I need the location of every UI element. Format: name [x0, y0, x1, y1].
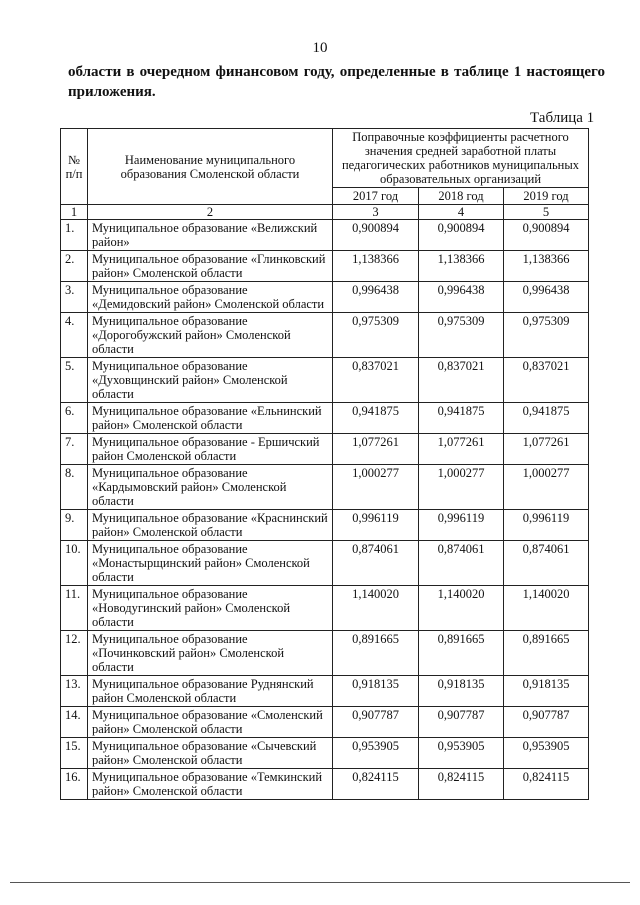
coefficient-2017: 0,996438 — [333, 282, 419, 313]
coefficient-2018: 1,077261 — [419, 434, 504, 465]
coefficient-2019: 0,975309 — [504, 313, 589, 358]
coefficient-2017: 0,824115 — [333, 769, 419, 800]
row-number: 15. — [61, 738, 88, 769]
coefficient-2019: 1,138366 — [504, 251, 589, 282]
header-year-2018: 2018 год — [419, 188, 504, 205]
table-row — [61, 631, 589, 676]
row-number: 5. — [61, 358, 88, 403]
coefficient-2018: 0,953905 — [419, 738, 504, 769]
coefficient-2017: 1,140020 — [333, 586, 419, 631]
column-index: 1 — [61, 205, 88, 220]
coefficients-table — [60, 128, 589, 800]
header-year-2017: 2017 год — [333, 188, 419, 205]
table-row — [61, 676, 589, 707]
table-row — [61, 313, 589, 358]
coefficient-2019: 0,996119 — [504, 510, 589, 541]
header-name: Наименование муниципального образования Смоленской области — [88, 129, 333, 205]
coefficient-2017: 0,975309 — [333, 313, 419, 358]
coefficient-2019: 1,000277 — [504, 465, 589, 510]
intro-paragraph: области в очередном финансовом году, определенные в таблице 1 настоящего приложения. — [68, 64, 605, 100]
coefficient-2019: 0,907787 — [504, 707, 589, 738]
coefficient-2017: 0,900894 — [333, 220, 419, 251]
municipality-name: Муниципальное образование «Сычевский район» Смоленской области — [88, 738, 333, 769]
table-row — [61, 434, 589, 465]
row-number: 16. — [61, 769, 88, 800]
coefficient-2018: 0,975309 — [419, 313, 504, 358]
row-number: 10. — [61, 541, 88, 586]
coefficient-2018: 0,824115 — [419, 769, 504, 800]
row-number: 13. — [61, 676, 88, 707]
coefficient-2019: 0,941875 — [504, 403, 589, 434]
row-number: 11. — [61, 586, 88, 631]
coefficient-2018: 0,900894 — [419, 220, 504, 251]
coefficient-2018: 0,996438 — [419, 282, 504, 313]
table-row — [61, 541, 589, 586]
coefficient-2019: 0,918135 — [504, 676, 589, 707]
coefficient-2018: 0,996119 — [419, 510, 504, 541]
table-row — [61, 769, 589, 800]
coefficient-2017: 0,953905 — [333, 738, 419, 769]
coefficient-2017: 0,996119 — [333, 510, 419, 541]
municipality-name: Муниципальное образование «Краснинский район» Смоленской области — [88, 510, 333, 541]
coefficient-2017: 0,891665 — [333, 631, 419, 676]
table-row — [61, 707, 589, 738]
municipality-name: Муниципальное образование «Ельнинский район» Смоленской области — [88, 403, 333, 434]
row-number: 12. — [61, 631, 88, 676]
coefficient-2019: 0,891665 — [504, 631, 589, 676]
coefficient-2019: 1,077261 — [504, 434, 589, 465]
coefficient-2018: 0,907787 — [419, 707, 504, 738]
municipality-name: Муниципальное образование - Ершичский район Смоленской области — [88, 434, 333, 465]
coefficient-2017: 0,941875 — [333, 403, 419, 434]
coefficient-2019: 0,824115 — [504, 769, 589, 800]
table-body — [61, 220, 589, 800]
row-number: 8. — [61, 465, 88, 510]
coefficient-2018: 1,000277 — [419, 465, 504, 510]
table-row — [61, 465, 589, 510]
row-number: 9. — [61, 510, 88, 541]
coefficient-2019: 0,874061 — [504, 541, 589, 586]
header-year-2019: 2019 год — [504, 188, 589, 205]
table-row — [61, 738, 589, 769]
municipality-name: Муниципальное образование «Дорогобужский район» Смоленской области — [88, 313, 333, 358]
table-row — [61, 510, 589, 541]
row-number: 1. — [61, 220, 88, 251]
coefficient-2018: 0,874061 — [419, 541, 504, 586]
municipality-name: Муниципальное образование Руднянский район Смоленской области — [88, 676, 333, 707]
coefficient-2018: 0,918135 — [419, 676, 504, 707]
coefficient-2017: 0,874061 — [333, 541, 419, 586]
coefficient-2019: 0,837021 — [504, 358, 589, 403]
row-number: 6. — [61, 403, 88, 434]
table-row — [61, 358, 589, 403]
column-index: 4 — [419, 205, 504, 220]
table-row — [61, 282, 589, 313]
municipality-name: Муниципальное образование «Починковский район» Смоленской области — [88, 631, 333, 676]
row-number: 7. — [61, 434, 88, 465]
coefficient-2019: 0,996438 — [504, 282, 589, 313]
municipality-name: Муниципальное образование «Демидовский район» Смоленской области — [88, 282, 333, 313]
header-coefficients: Поправочные коэффициенты расчетного значения средней заработной платы педагогических работников муниципальных образовательных организаций — [333, 129, 589, 188]
municipality-name: Муниципальное образование «Велижский район» — [88, 220, 333, 251]
row-number: 3. — [61, 282, 88, 313]
table-row — [61, 586, 589, 631]
coefficient-2017: 1,077261 — [333, 434, 419, 465]
coefficient-2017: 0,907787 — [333, 707, 419, 738]
municipality-name: Муниципальное образование «Кардымовский район» Смоленской области — [88, 465, 333, 510]
table-row — [61, 403, 589, 434]
municipality-name: Муниципальное образование «Глинковский район» Смоленской области — [88, 251, 333, 282]
coefficient-2017: 0,918135 — [333, 676, 419, 707]
coefficient-2018: 0,837021 — [419, 358, 504, 403]
row-number: 14. — [61, 707, 88, 738]
column-index: 2 — [88, 205, 333, 220]
coefficient-2019: 0,953905 — [504, 738, 589, 769]
municipality-name: Муниципальное образование «Темкинский район» Смоленской области — [88, 769, 333, 800]
coefficient-2018: 0,941875 — [419, 403, 504, 434]
column-index: 3 — [333, 205, 419, 220]
municipality-name: Муниципальное образование «Смоленский район» Смоленской области — [88, 707, 333, 738]
coefficient-2019: 1,140020 — [504, 586, 589, 631]
row-number: 4. — [61, 313, 88, 358]
coefficient-2017: 1,138366 — [333, 251, 419, 282]
coefficient-2017: 0,837021 — [333, 358, 419, 403]
table-row — [61, 251, 589, 282]
column-index: 5 — [504, 205, 589, 220]
municipality-name: Муниципальное образование «Монастырщинский район» Смоленской области — [88, 541, 333, 586]
table-caption: Таблица 1 — [530, 110, 595, 126]
page-number: 10 — [312, 40, 328, 56]
coefficient-2018: 0,891665 — [419, 631, 504, 676]
footer-divider — [10, 882, 630, 883]
coefficient-2018: 1,138366 — [419, 251, 504, 282]
table-row — [61, 220, 589, 251]
header-num: № п/п — [61, 129, 88, 205]
coefficient-2018: 1,140020 — [419, 586, 504, 631]
coefficient-2019: 0,900894 — [504, 220, 589, 251]
coefficient-2017: 1,000277 — [333, 465, 419, 510]
municipality-name: Муниципальное образование «Духовщинский район» Смоленской области — [88, 358, 333, 403]
municipality-name: Муниципальное образование «Новодугинский район» Смоленской области — [88, 586, 333, 631]
row-number: 2. — [61, 251, 88, 282]
